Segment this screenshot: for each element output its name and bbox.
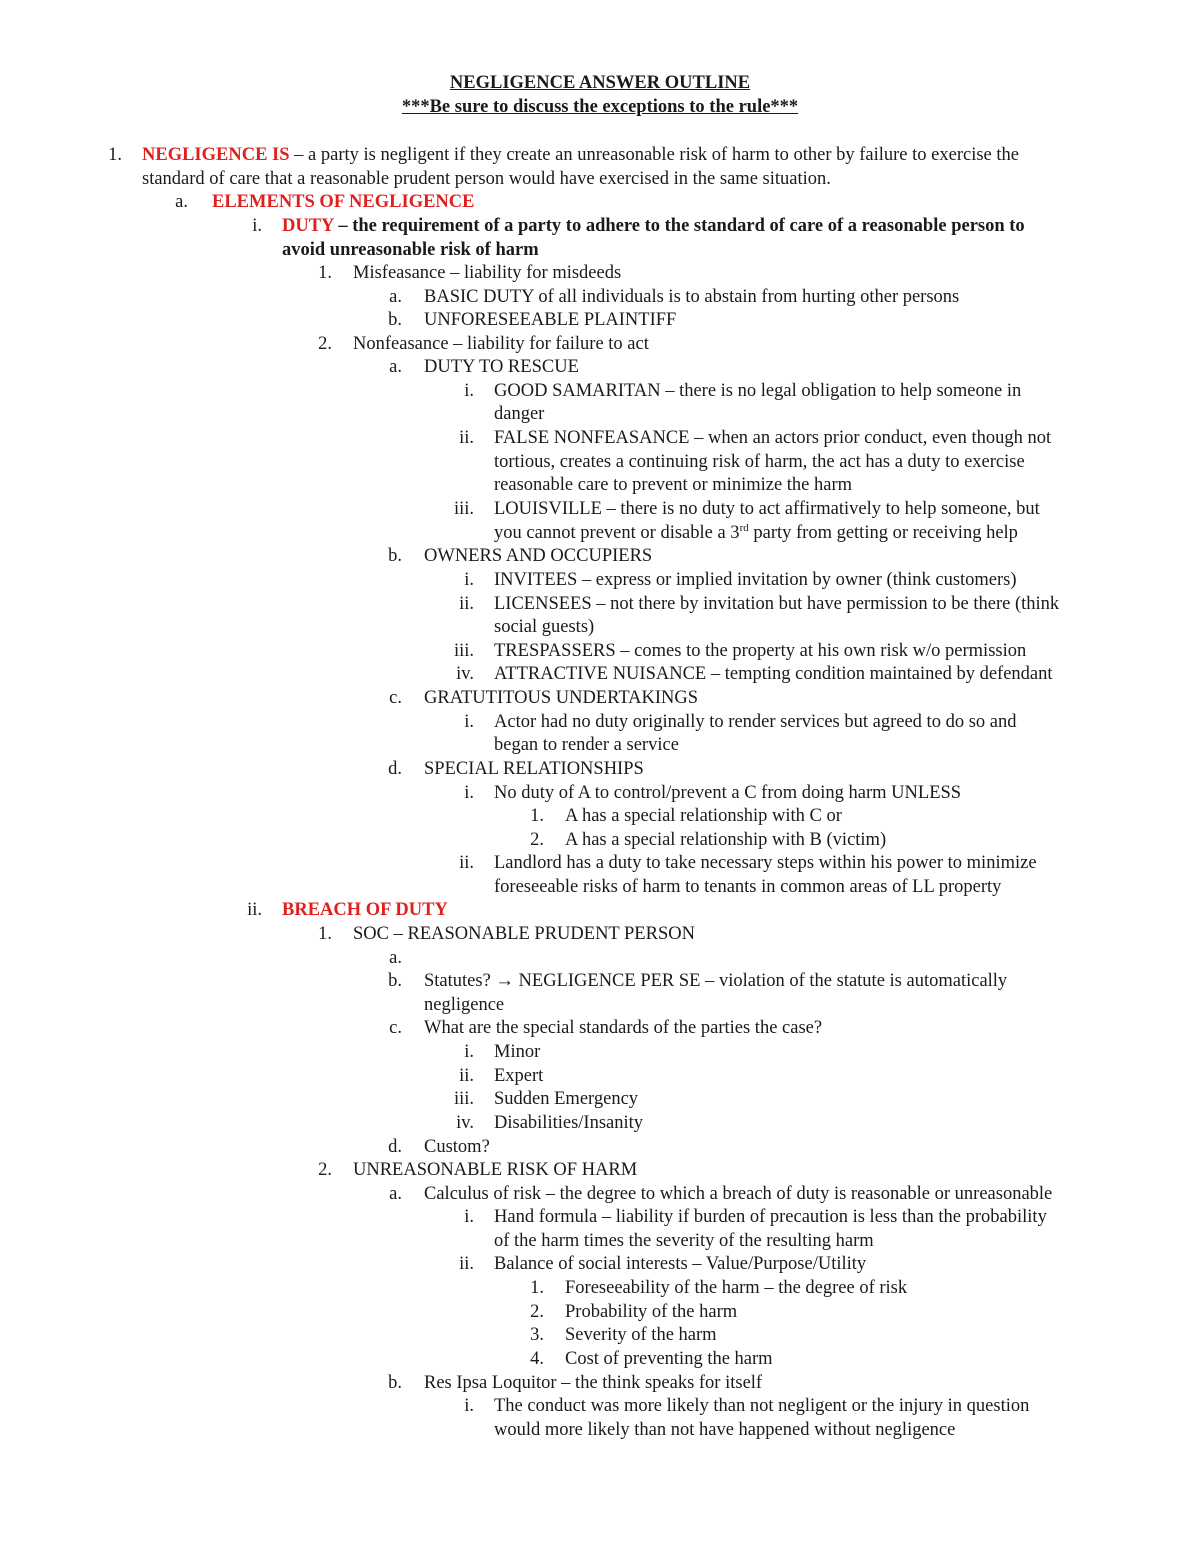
item-text: UNREASONABLE RISK OF HARM: [353, 1160, 638, 1180]
item-number: 1.: [318, 263, 332, 283]
item-number: iv.: [456, 1113, 474, 1133]
item-text: negligence: [424, 995, 505, 1015]
item-text: Hand formula – liability if burden of precaution is less than the probability: [494, 1207, 1047, 1227]
item-number: b.: [388, 546, 402, 566]
definition-continuation: standard of care that a reasonable prudent person would have exercised in the same situation.: [142, 169, 831, 189]
item-number: i.: [464, 1396, 474, 1416]
item-number: 1.: [530, 806, 544, 826]
item-number: ii.: [459, 428, 474, 448]
text-part: NEGLIGENCE PER SE – violation of the statute is automatically: [513, 971, 1008, 991]
item-text: SOC – REASONABLE PRUDENT PERSON: [353, 924, 695, 944]
item-text: began to render a service: [494, 735, 679, 755]
item-number: ii.: [247, 900, 262, 920]
item-text: GOOD SAMARITAN – there is no legal obligation to help someone in: [494, 381, 1022, 401]
item-text: Disabilities/Insanity: [494, 1113, 644, 1133]
heading-breach-of-duty: BREACH OF DUTY: [282, 900, 448, 920]
item-number: 1.: [108, 145, 122, 165]
item-number: 1.: [318, 924, 332, 944]
item-text: of the harm times the severity of the resulting harm: [494, 1231, 874, 1251]
item-number: i.: [464, 381, 474, 401]
item-number: i.: [464, 1042, 474, 1062]
item-text: Sudden Emergency: [494, 1089, 639, 1109]
item-number: c.: [389, 1018, 402, 1038]
item-text: LICENSEES – not there by invitation but have permission to be there (think: [494, 594, 1060, 614]
item-text: FALSE NONFEASANCE – when an actors prior conduct, even though not: [494, 428, 1052, 448]
item-text: ATTRACTIVE NUISANCE – tempting condition maintained by defendant: [494, 664, 1053, 684]
item-text: UNFORESEEABLE PLAINTIFF: [424, 310, 677, 330]
item-text: Minor: [494, 1042, 541, 1062]
item-text: reasonable care to prevent or minimize the harm: [494, 475, 853, 495]
item-text: A has a special relationship with C or: [565, 806, 842, 826]
item-number: i.: [464, 1207, 474, 1227]
item-number: iii.: [453, 499, 474, 519]
item-text: would more likely than not have happened without negligence: [494, 1420, 956, 1440]
item-number: 2.: [318, 1160, 332, 1180]
item-number: b.: [388, 310, 402, 330]
item-text: Custom?: [424, 1137, 490, 1157]
item-text: Calculus of risk – the degree to which a breach of duty is reasonable or unreasonable: [424, 1184, 1053, 1204]
item-number: 2.: [530, 830, 544, 850]
text-part: you cannot prevent or disable a 3: [494, 523, 740, 543]
item-text: Expert: [494, 1066, 544, 1086]
item-number: a.: [175, 192, 188, 212]
item-number: iii.: [453, 641, 474, 661]
item-text: BASIC DUTY of all individuals is to abstain from hurting other persons: [424, 287, 960, 307]
item-text: Foreseeability of the harm – the degree of risk: [565, 1278, 908, 1298]
item-number: 4.: [530, 1349, 544, 1369]
item-text: What are the special standards of the parties the case?: [424, 1018, 823, 1038]
item-number: iv.: [456, 664, 474, 684]
item-text: DUTY TO RESCUE: [424, 357, 579, 377]
item-text: [282, 215, 1025, 239]
item-number: a.: [389, 357, 402, 377]
item-text: No duty of A to control/prevent a C from doing harm UNLESS: [494, 783, 962, 803]
item-text: OWNERS AND OCCUPIERS: [424, 546, 653, 566]
item-number: ii.: [459, 853, 474, 873]
item-text: Probability of the harm: [565, 1302, 738, 1322]
item-text: Landlord has a duty to take necessary steps within his power to minimize: [494, 853, 1037, 873]
item-number: i.: [464, 712, 474, 732]
item-number: c.: [389, 688, 402, 708]
item-text: TRESPASSERS – comes to the property at his own risk w/o permission: [494, 641, 1027, 661]
text-part: party from getting or receiving help: [748, 523, 1018, 543]
item-text: INVITEES – express or implied invitation by owner (think customers): [494, 570, 1017, 590]
item-text: SPECIAL RELATIONSHIPS: [424, 759, 644, 779]
text-part: Statutes?: [424, 971, 496, 991]
definition-continuation: avoid unreasonable risk of harm: [282, 240, 539, 260]
item-text: foreseeable risks of harm to tenants in common areas of LL property: [494, 877, 1002, 897]
item-number: 3.: [530, 1325, 544, 1345]
item-text: Misfeasance – liability for misdeeds: [353, 263, 622, 283]
item-number: ii.: [459, 1066, 474, 1086]
item-text: tortious, creates a continuing risk of harm, the act has a duty to exercise: [494, 452, 1025, 472]
item-text: danger: [494, 404, 545, 424]
item-text: LOUISVILLE – there is no duty to act affirmatively to help someone, but: [494, 499, 1040, 519]
item-text: Nonfeasance – liability for failure to act: [353, 334, 649, 354]
item-text: Cost of preventing the harm: [565, 1349, 773, 1369]
item-number: a.: [389, 948, 402, 968]
item-text: social guests): [494, 617, 595, 637]
term-duty: DUTY: [282, 216, 334, 236]
arrow-right-icon: →: [495, 971, 514, 991]
item-text: Res Ipsa Loquitor – the think speaks for itself: [424, 1373, 763, 1393]
item-text: Severity of the harm: [565, 1325, 717, 1345]
item-number: ii.: [459, 594, 474, 614]
document-title: NEGLIGENCE ANSWER OUTLINE: [449, 73, 751, 93]
item-number: i.: [252, 216, 262, 236]
item-number: d.: [388, 759, 402, 779]
item-number: b.: [388, 971, 402, 991]
item-number: 2.: [530, 1302, 544, 1322]
item-text: [494, 522, 1018, 546]
item-number: 2.: [318, 334, 332, 354]
item-number: a.: [389, 287, 402, 307]
item-text: Actor had no duty originally to render services but agreed to do so and: [494, 712, 1017, 732]
term-negligence-is: NEGLIGENCE IS: [142, 145, 290, 165]
item-number: a.: [389, 1184, 402, 1204]
superscript: rd: [739, 521, 749, 534]
item-text: GRATUTITOUS UNDERTAKINGS: [424, 688, 699, 708]
definition: – a party is negligent if they create an unreasonable risk of harm to other by failure to exercise the: [289, 145, 1019, 165]
item-text: [424, 970, 1007, 994]
item-text: [142, 144, 1019, 168]
item-text: A has a special relationship with B (victim): [565, 830, 887, 850]
item-number: d.: [388, 1137, 402, 1157]
item-number: ii.: [459, 1254, 474, 1274]
item-number: i.: [464, 570, 474, 590]
item-number: b.: [388, 1373, 402, 1393]
item-number: 1.: [530, 1278, 544, 1298]
item-number: i.: [464, 783, 474, 803]
definition: – the requirement of a party to adhere to the standard of care of a reasonable person to: [333, 216, 1025, 236]
document-subtitle: ***Be sure to discuss the exceptions to the rule***: [401, 97, 799, 117]
item-text: Balance of social interests – Value/Purpose/Utility: [494, 1254, 867, 1274]
item-number: iii.: [453, 1089, 474, 1109]
heading-elements-of-negligence: ELEMENTS OF NEGLIGENCE: [212, 192, 475, 212]
item-text: The conduct was more likely than not negligent or the injury in question: [494, 1396, 1030, 1416]
